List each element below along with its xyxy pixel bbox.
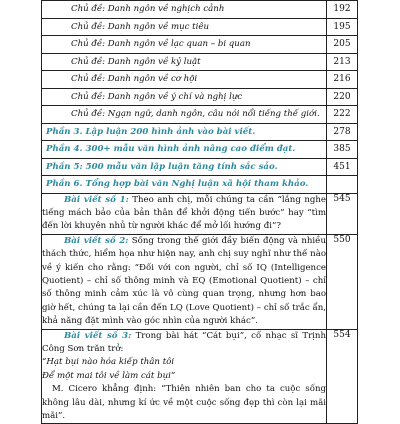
poem-line: “Hạt bụi nào hóa kiếp thân tôi xyxy=(42,357,175,368)
toc-row xyxy=(42,36,358,54)
toc-essay-row xyxy=(42,193,358,234)
table-of-contents xyxy=(41,0,358,424)
poem-line: Để một mai tôi về làm cát bụi” xyxy=(42,370,176,381)
essay-label: Bài viết số 3: xyxy=(64,330,132,341)
essay-text: Sống trong thế giới đầy biến động và nhiều thách thức, hiểm họa như hiện nay, anh chị suy nghĩ như thế nào về ý kiến cho rằng: “Đối với con người, chỉ số IQ (Intelligence Quotient) – chỉ số thông minh và EQ (Emotional Quotient) – chỉ số thông minh cảm xúc là vô cùng quan trọng, nhưng hơn bao giờ hết, chúng ta lại cần đến LQ (Love Quotient) – chỉ số trắc ẩn, khả năng đặt mình vào góc nhìn của người khác”. xyxy=(42,235,326,327)
toc-entry-text: Chủ đề: Danh ngôn về nghịch cảnh xyxy=(42,1,327,19)
toc-page-number: 451 xyxy=(327,158,358,176)
toc-entry-text: Chủ đề: Danh ngôn về lạc quan – bi quan xyxy=(42,36,327,54)
cicero-quote: M. Cicero khẳng định: “Thiên nhiên ban cho ta cuộc sống không lâu dài, nhưng kí ức về một cuộc sống đẹp thì còn lại mãi mãi”. xyxy=(42,384,326,421)
toc-page-number: 213 xyxy=(327,53,358,71)
toc-essay-row xyxy=(42,234,358,329)
toc-page-number: 220 xyxy=(327,88,358,106)
toc-page-number xyxy=(327,176,358,194)
essay-2-summary xyxy=(42,234,327,329)
toc-page-number: 195 xyxy=(327,18,358,36)
essay-1-summary xyxy=(42,193,327,234)
toc-part-row xyxy=(42,123,358,141)
toc-row xyxy=(42,71,358,89)
toc-row xyxy=(42,18,358,36)
toc-part-row xyxy=(42,158,358,176)
toc-part-row xyxy=(42,176,358,194)
toc-row xyxy=(42,1,358,19)
toc-part-title: Phần 6. Tổng hợp bài văn Nghị luận xã hội tham khảo. xyxy=(42,176,327,194)
toc-page-number: 545 xyxy=(327,193,358,234)
toc-row xyxy=(42,88,358,106)
toc-entry-text: Chủ đề: Danh ngôn về kỷ luật xyxy=(42,53,327,71)
essay-text: Theo anh chị, mỗi chúng ta cần “lắng nghe tiếng mách bảo của bản thân để khởi động tiến bước” hay “tìm đến lời khuyên nhủ từ người khác để mở lối hướng đi”? xyxy=(42,194,326,232)
toc-part-row xyxy=(42,141,358,159)
essay-text: Trong bài hát “Cát bụi”, cố nhạc sĩ Trịnh Công Sơn trăn trở: xyxy=(42,330,326,354)
toc-part-title: Phần 5: 500 mẫu văn lập luận tăng tính sắc sảo. xyxy=(42,158,327,176)
toc-part-title: Phần 4. 300+ mẫu văn hình ảnh nâng cao điểm đạt. xyxy=(42,141,327,159)
toc-page-number: 205 xyxy=(327,36,358,54)
toc-entry-text: Chủ đề: Ngạn ngữ, danh ngôn, câu nói nổi tiếng thế giới. xyxy=(42,106,327,124)
toc-entry-text: Chủ đề: Danh ngôn về mục tiêu xyxy=(42,18,327,36)
toc-page-number: 278 xyxy=(327,123,358,141)
toc-page-number: 192 xyxy=(327,1,358,19)
essay-label: Bài viết số 2: xyxy=(64,235,129,246)
toc-page-number: 550 xyxy=(327,234,358,329)
toc-entry-text: Chủ đề: Danh ngôn về ý chí và nghị lực xyxy=(42,88,327,106)
toc-entry-text: Chủ đề: Danh ngôn về cơ hội xyxy=(42,71,327,89)
toc-page-number: 216 xyxy=(327,71,358,89)
toc-row xyxy=(42,53,358,71)
toc-row xyxy=(42,106,358,124)
toc-essay-row xyxy=(42,329,358,424)
essay-3-summary xyxy=(42,329,327,424)
toc-page-number: 222 xyxy=(327,106,358,124)
toc-page-number: 554 xyxy=(327,329,358,424)
toc-page-number: 385 xyxy=(327,141,358,159)
toc-part-title: Phần 3. Lập luận 200 hình ảnh vào bài viết. xyxy=(42,123,327,141)
essay-label: Bài viết số 1: xyxy=(64,194,129,205)
